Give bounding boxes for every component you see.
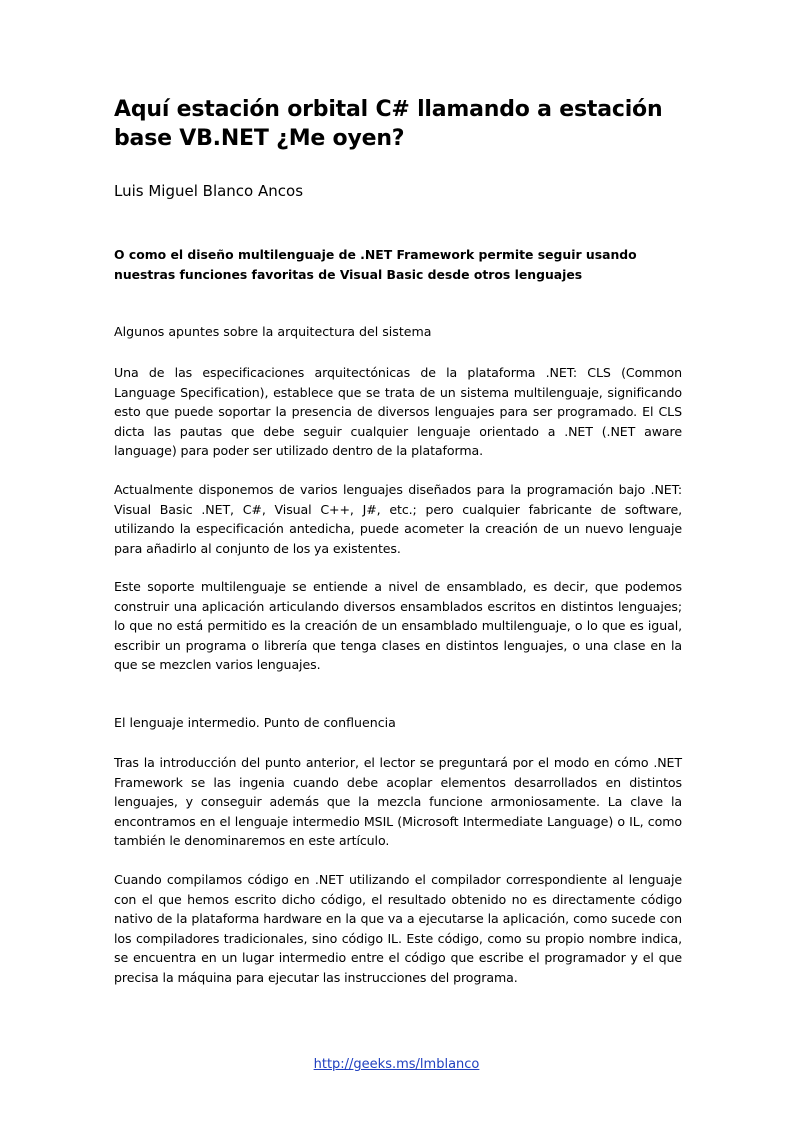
page-footer: [0, 1056, 793, 1074]
paragraph-languages: Actualmente disponemos de varios lenguajes diseñados para la programación bajo .NET: Visual Basic .NET, C#, Visual C++, J#, etc.; pero cualquier fabricante de software, utilizando la especificación antedicha, puede acometer la creación de un nuevo lenguaje para añadirlo al conjunto de los ya existentes.: [114, 482, 682, 556]
section-heading-architecture: Algunos apuntes sobre la arquitectura del sistema: [114, 324, 432, 339]
paragraph-compilation: Cuando compilamos código en .NET utilizando el compilador correspondiente al lenguaje con el que hemos escrito dicho código, el resultado obtenido no es directamente código nativo de la plataforma hardware en la que va a ejecutarse la aplicación, como sucede con los compiladores tradicionales, sino código IL. Este código, como su propio nombre indica, se encuentra en un lugar intermedio entre el código que escribe el programador y el que precisa la máquina para ejecutar las instrucciones del programa.: [114, 872, 682, 985]
paragraph-msil: Tras la introducción del punto anterior, el lector se preguntará por el modo en cómo .NET Framework se las ingenia cuando debe acoplar elementos desarrollados en distintos lenguajes, y conseguir además que la mezcla funcione armoniosamente. La clave la encontramos en el lenguaje intermedio MSIL (Microsoft Intermediate Language) o IL, como también le denominaremos en este artículo.: [114, 755, 682, 848]
document-page: [114, 0, 682, 1122]
footer-link[interactable]: http://geeks.ms/lmblanco: [313, 1057, 480, 1072]
paragraph-cls: Una de las especificaciones arquitectónicas de la plataforma .NET: CLS (Common Language Specification), establece que se trata de un sistema multilenguaje, significando esto que puede soportar la presencia de diversos lenguajes para ser programado. El CLS dicta las pautas que debe seguir cualquier lenguaje orientado a .NET (.NET aware language) para poder ser utilizado dentro de la plataforma.: [114, 365, 682, 458]
author-name: Luis Miguel Blanco Ancos: [114, 182, 304, 200]
document-title: Aquí estación orbital C# llamando a estación base VB.NET ¿Me oyen?: [114, 97, 663, 151]
document-subtitle: O como el diseño multilenguaje de .NET Framework permite seguir usando nuestras funciones favoritas de Visual Basic desde otros lenguajes: [114, 247, 637, 282]
section-heading-intermediate-language: El lenguaje intermedio. Punto de confluencia: [114, 715, 396, 730]
paragraph-assembly: Este soporte multilenguaje se entiende a nivel de ensamblado, es decir, que podemos construir una aplicación articulando diversos ensamblados escritos en distintos lenguajes; lo que no está permitido es la creación de un ensamblado multilenguaje, o lo que es igual, escribir un programa o librería que tenga clases en distintos lenguajes, o una clase en la que se mezclen varios lenguajes.: [114, 579, 682, 672]
